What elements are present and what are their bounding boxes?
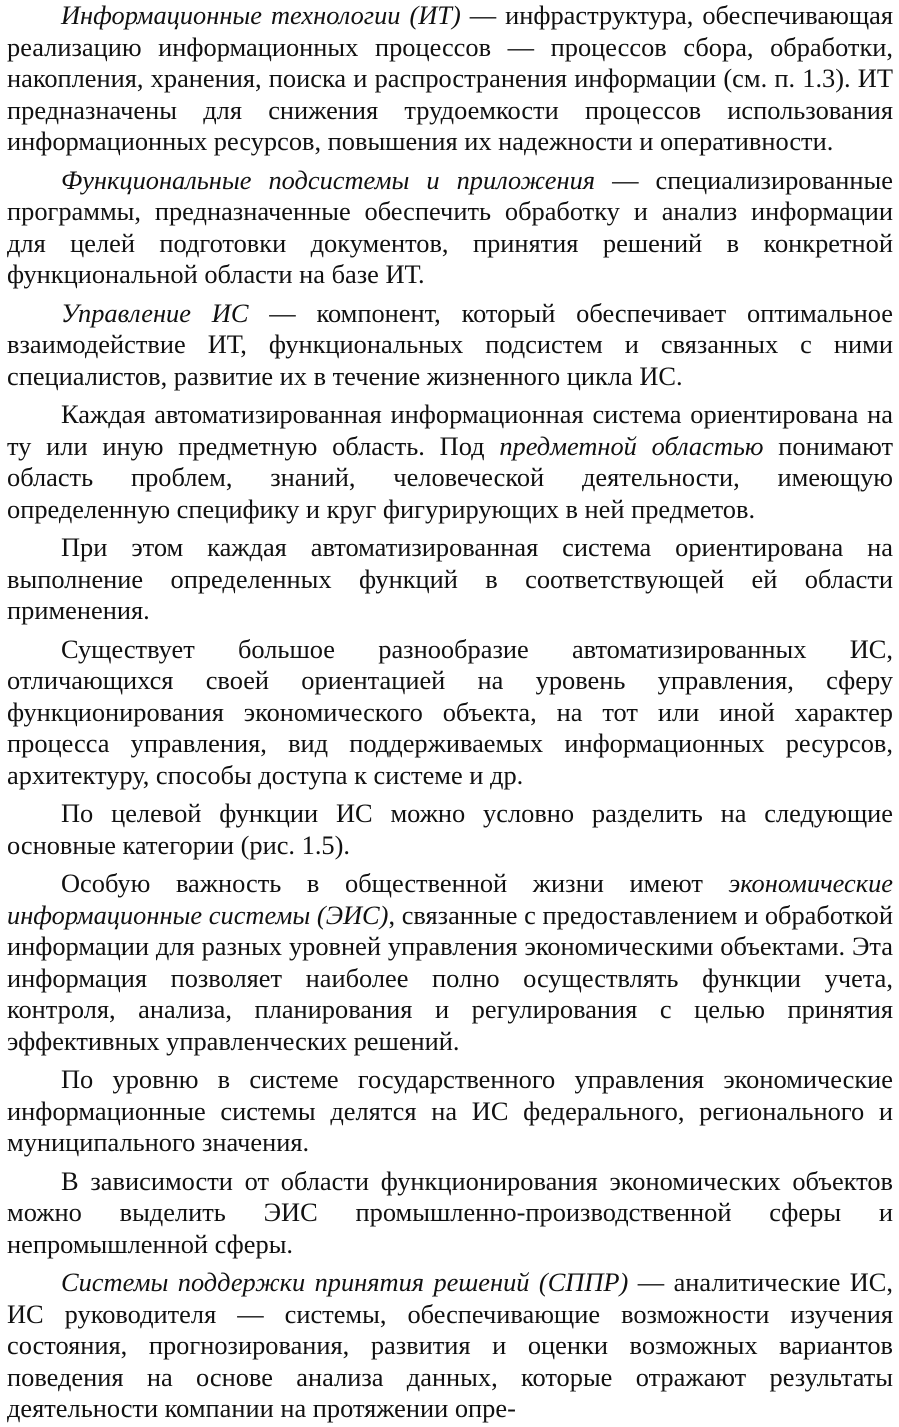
defined-term: экономические информационные системы (ЭИС) bbox=[7, 868, 893, 930]
document-page bbox=[7, 0, 893, 1425]
paragraph-text: — компонент, который обеспечивает оптимальное взаимодействие ИТ, функциональных подсистем и связанных с ними специалистов, развитие их в течение жизненного цикла ИС. bbox=[7, 297, 893, 391]
paragraph-subject-area bbox=[7, 399, 893, 525]
paragraph-text: При этом каждая автоматизированная система ориентирована на выполнение определенных функций в соответствующей ей области применения. bbox=[7, 532, 893, 625]
paragraph-economic-is bbox=[7, 868, 893, 1057]
paragraph-variety-of-is bbox=[7, 634, 893, 792]
defined-term: предметной областью bbox=[499, 430, 764, 461]
paragraph-text: Существует большое разнообразие автоматизированных ИС, отличающихся своей ориентацией на уровень управления, сферу функционирования экономического объекта, на тот или иной характер процесса управления, вид поддерживаемых информационных ресурсов, архитектуру, способы доступа к системе и др. bbox=[7, 633, 893, 790]
paragraph-text: понимают область проблем, знаний, человеческой деятельности, имеющую определенную специфику и круг фигурирующих в ней предметов. bbox=[7, 430, 894, 524]
paragraph-text: — инфраструктура, обеспечивающая реализацию информационных процессов — процессов сбора, обработки, накопления, хранения, поиска и распространения информации (см. п. 1.3). ИТ предназначены для снижения трудоемкости процессов использования информационных ресурсов, повышения их надежности и оперативности. bbox=[7, 0, 894, 156]
paragraph-functional-subsystems bbox=[7, 165, 893, 291]
paragraph-is-management bbox=[7, 298, 893, 393]
defined-term: Информационные технологии (ИТ) bbox=[61, 0, 461, 30]
defined-term: Системы поддержки принятия решений (СППР) bbox=[61, 1267, 629, 1297]
paragraph-text: По целевой функции ИС можно условно разделить на следующие основные категории (рис. 1.5). bbox=[7, 798, 893, 860]
paragraph-text: — специализированные программы, предназначенные обеспечить обработку и анализ информации для целей подготовки документов, принятия решений в конкретной функциональной области на базе ИТ. bbox=[7, 164, 893, 289]
paragraph-text: — аналитические ИС, ИС руководителя — системы, обеспечивающие возможности изучения состояния, прогнозирования, развития и оценки возможных вариантов поведения на основе анализа данных, которые отражают результаты деятельности компании на протяжении опре- bbox=[7, 1267, 893, 1423]
paragraph-text: , связанные с предоставлением и обработкой информации для разных уровней управления экономическими объектами. Эта информация позволяет наиболее полно осуществлять функции учета, контроля, анализа, планирования и регулирования с целью принятия эффективных управленческих решений. bbox=[7, 899, 893, 1056]
paragraph-text-lead: Каждая автоматизированная информационная система ориентирована на ту или иную предметную область. Под bbox=[7, 399, 893, 461]
paragraph-dss bbox=[7, 1267, 893, 1425]
paragraph-government-levels bbox=[7, 1064, 893, 1159]
paragraph-text-lead: Особую важность в общественной жизни имеют bbox=[61, 868, 729, 898]
paragraph-functions-orientation bbox=[7, 532, 893, 627]
defined-term: Функциональные подсистемы и приложения bbox=[61, 164, 596, 195]
defined-term: Управление ИС bbox=[61, 297, 249, 328]
paragraph-functioning-area bbox=[7, 1166, 893, 1261]
paragraph-it-definition bbox=[7, 0, 893, 158]
paragraph-text: По уровню в системе государственного управления экономические информационные системы делятся на ИС федерального, регионального и муниципального значения. bbox=[7, 1064, 893, 1157]
paragraph-target-function bbox=[7, 798, 893, 861]
paragraph-text: В зависимости от области функционирования экономических объектов можно выделить ЭИС промышленно-производственной сферы и непромышленной сферы. bbox=[7, 1165, 893, 1259]
